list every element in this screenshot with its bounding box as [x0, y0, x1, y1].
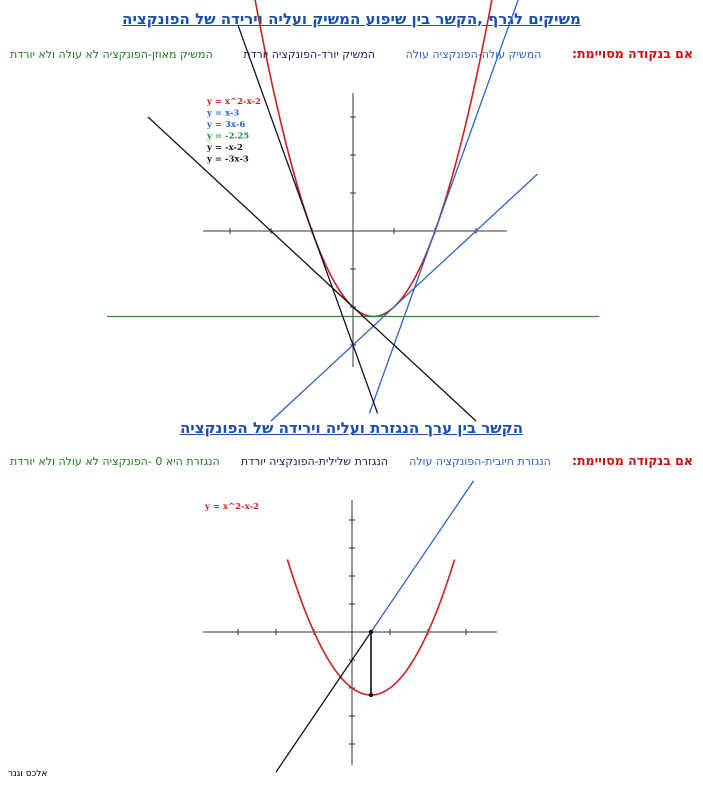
- section1-lead: אם בנקודה מסויימת:: [571, 46, 693, 61]
- graph2-equation-label: y = x^2-x-2: [205, 502, 259, 512]
- legend-equation: y = x-3: [207, 108, 240, 119]
- derivative-graph: [195, 495, 505, 770]
- tangent-line: [371, 481, 474, 632]
- section1-title: משיקים לגרף ,הקשר בין שיפוע המשיק ועליה וירידה של הפונקציה: [122, 10, 581, 28]
- tangent-falling-text: המשיק יורד-הפונקציה יורדת: [243, 48, 375, 61]
- derivative-negative-text: הנגזרת שלילית-הפונקציה יורדת: [240, 455, 388, 468]
- section1-legend: [10, 46, 693, 61]
- section2-title: הקשר בין ערך הנגזרת ועליה וירידה של הפונקציה: [180, 419, 523, 437]
- tangent-rising-text: המשיק עולה-הפונקציה עולה: [405, 48, 542, 61]
- legend-equation: y = -3x-3: [207, 154, 249, 165]
- section2-lead: אם בנקודה מסויימת:: [571, 453, 693, 468]
- legend-equation: y = x^2-x-2: [207, 97, 261, 107]
- legend-equation: y = 3x-6: [207, 120, 246, 130]
- tangent-line: [271, 174, 538, 421]
- tangent-point: [369, 630, 373, 634]
- tangent-line: [276, 632, 371, 772]
- tangent-line: [148, 117, 476, 421]
- vertex-point: [369, 693, 373, 697]
- section2-legend: [10, 453, 693, 468]
- legend-equation: y = -2.25: [207, 131, 250, 142]
- derivative-zero-text: הנגזרת היא 0 -הפונקציה לא עולה ולא יורדת: [10, 455, 220, 468]
- derivative-positive-text: הנגזרת חיובית-הפונקציה עולה: [409, 455, 551, 468]
- tangent-lines-graph: [195, 85, 515, 375]
- legend-equation: y = -x-2: [207, 143, 243, 153]
- author-credit: אלכס וגנר: [8, 769, 48, 779]
- tangent-flat-text: המשיק מאוזן-הפונקציה לא עולה ולא יורדת: [10, 48, 213, 61]
